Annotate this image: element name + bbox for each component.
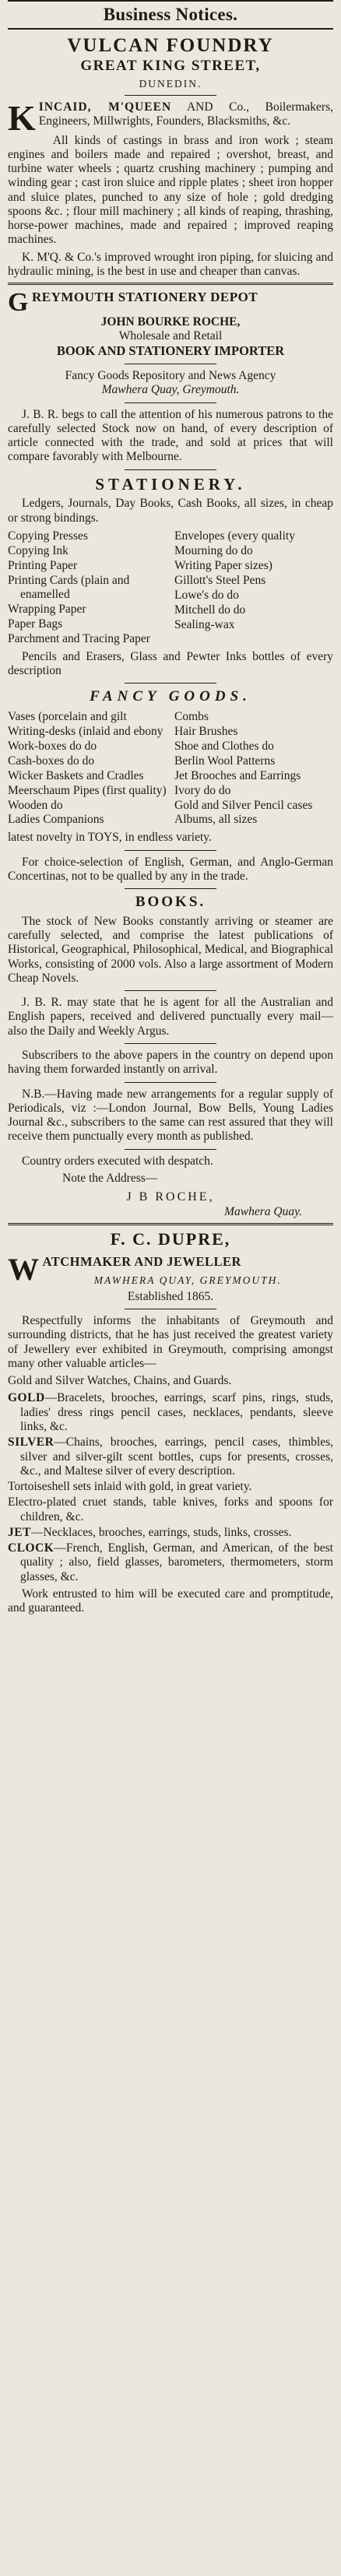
vulcan-foundry-ad — [8, 34, 333, 279]
list-item: Berlin Wool Patterns — [174, 754, 276, 768]
list-item: Combs — [174, 709, 209, 723]
greymouth-rule-8 — [125, 1043, 216, 1044]
list-item — [8, 1541, 333, 1584]
list-item: Mitchell do do — [174, 603, 246, 617]
list-item — [8, 1391, 333, 1434]
list-item: Wrapping Paper — [8, 602, 86, 616]
item-label: Tortoiseshell — [8, 1480, 70, 1494]
list-item: Hair Brushes — [174, 724, 238, 738]
list-item: Printing Paper — [8, 558, 78, 572]
vulcan-pipe: K. M'Q. & Co.'s improved wrought iron piping, for sluicing and hydraulic mining, is the best in use and cheaper than canvas. — [8, 250, 333, 279]
list-item: Mourning do do — [174, 543, 253, 557]
list-item: Wicker Baskets and Cradles — [8, 768, 144, 782]
list-item: Jet Brooches and Earrings — [174, 768, 301, 782]
greymouth-rule-10 — [125, 1149, 216, 1150]
vulcan-name: VULCAN FOUNDRY — [67, 35, 274, 57]
greymouth-owner: JOHN BOURKE ROCHE, — [100, 315, 241, 329]
list-item: Writing Paper sizes) — [174, 558, 272, 572]
greymouth-rule-9 — [125, 1082, 216, 1083]
item-text: —Chains, brooches, earrings, pencil cases, thimbles, silver and silver-gilt scent bottles, cups for presents, crosses, &c., and Maltese silver of every description. — [20, 1436, 333, 1478]
dupre-trade: ATCHMAKER AND JEWELLER — [42, 1254, 241, 1270]
item-label: GOLD — [8, 1391, 45, 1405]
greymouth-rule-7 — [125, 990, 216, 991]
country-orders: Country orders executed with despatch. — [22, 1154, 213, 1168]
stationery-left-col — [8, 529, 167, 647]
divider-2 — [8, 1223, 333, 1225]
list-item — [8, 1526, 333, 1540]
dupre-established: Established 1865. — [127, 1289, 214, 1303]
greymouth-notice: J. B. R. begs to call the attention of his numerous patrons to the carefully selected Stock now on hand, of every description of article connected with the trade, and sold at prices that will compare favorably with Melbourne. — [8, 407, 333, 464]
page-title: Business Notices. — [103, 5, 238, 24]
item-text: —Necklaces, brooches, earrings, studs, links, crosses. — [30, 1525, 292, 1539]
item-text: cruet stands, table knives, forks and spoons for children, &c. — [20, 1495, 333, 1523]
item-text: —Bracelets, brooches, earrings, scarf pins, rings, studs, ladies' dress rings pencil cases, necklaces, pendants, sleeve links, &c. — [20, 1391, 333, 1433]
fancy-right-col — [174, 709, 333, 828]
note-address: Note the Address— — [62, 1171, 158, 1185]
books-heading: BOOKS. — [135, 894, 206, 911]
list-item — [8, 1495, 333, 1524]
fancy-left-col — [8, 709, 167, 828]
item-label: SILVER — [8, 1436, 54, 1450]
vulcan-intro — [8, 97, 333, 138]
greymouth-trade: Wholesale and Retail — [118, 329, 223, 343]
dupre-watches: Gold and Silver Watches, Chains, and Guards. — [8, 1374, 232, 1388]
list-item — [8, 1480, 333, 1494]
fancy-goods-heading: FANCY GOODS. — [90, 688, 251, 705]
dupre-intro: Respectfully informs the inhabitants of Greymouth and surrounding districts, that he has just received the greatest variety of Jewellery ever exhibited in Greymouth, comprising amongst many other valuable articles— — [8, 1313, 333, 1370]
dupre-jeweller-ad — [8, 1229, 333, 1615]
greymouth-heading-line — [8, 288, 333, 318]
list-item: Parchment and Tracing Paper — [8, 631, 150, 645]
list-item: Ivory do do — [174, 783, 231, 797]
vulcan-body: All kinds of castings in brass and iron work ; steam engines and boilers made and repaired ; overshot, breast, and turbine water wheels ; quartz crushing machinery ; pumping and winding gear ; cast iron sluice and ripple plates ; sheet iron hopper and sluice plates, punched to any size of hole ; gold dredging spoons &c. ; flour mill machinery ; all kinds of reaping, thrashing, horse-power machines, made and repaired ; improved reaping machines. — [8, 133, 333, 247]
item-label: JET — [8, 1525, 31, 1539]
books-notice: The stock of New Books constantly arriving or steamer are carefully selected, and comprise the latest publications of Historical, Geographical, Philosophical, Medical, and Biographical Works, consisting of 2000 vols. Also a large assortment of Modern Cheap Novels. — [8, 914, 333, 985]
fancy-toys: latest novelty in TOYS, in endless variety. — [8, 831, 212, 845]
stationery-list — [8, 529, 333, 647]
agent-notice: J. B. R. may state that he is agent for all the Australian and English papers, received and delivered punctually every mail—also the Daily and Weekly Argus. — [8, 996, 333, 1038]
list-item: Gold and Silver Pencil cases — [174, 798, 313, 812]
list-item: Vases (porcelain and gilt — [8, 709, 127, 723]
dupre-closing: Work entrusted to him will be executed care and promptitude, and guaranteed. — [8, 1587, 333, 1615]
list-item: Envelopes (every quality — [174, 529, 295, 543]
list-item: Ladies Companions — [8, 813, 104, 827]
greymouth-stationery-ad — [8, 290, 333, 1219]
list-item — [8, 1436, 333, 1478]
list-item: Wooden do — [8, 798, 63, 812]
list-item: Sealing-wax — [174, 617, 235, 631]
stationery-right-col — [174, 529, 333, 647]
signature: J B ROCHE, — [126, 1190, 215, 1204]
list-item: Cash-boxes do do — [8, 754, 95, 768]
list-item: Work-boxes do do — [8, 739, 97, 753]
fancy-goods-list — [8, 709, 333, 828]
stationery-ledgers: Ledgers, Journals, Day Books, Cash Books, all sizes, in cheap or strong bindings. — [8, 497, 333, 525]
greymouth-rule-3 — [125, 469, 216, 470]
greymouth-repository: Fancy Goods Repository and News Agency — [65, 368, 276, 382]
divider-1 — [8, 283, 333, 285]
list-item: Writing-desks (inlaid and ebony — [8, 724, 163, 738]
list-item: Copying Presses — [8, 529, 88, 543]
list-item: Meerschaum Pipes (first quality) — [8, 783, 167, 797]
greymouth-rule-2 — [125, 402, 216, 403]
vulcan-street: GREAT KING STREET, — [80, 57, 261, 74]
dupre-name: F. C. DUPRE, — [110, 1229, 231, 1249]
list-item: Lowe's do do — [174, 588, 239, 602]
greymouth-address: Mawhera Quay, Greymouth. — [101, 383, 240, 397]
greymouth-rule-4 — [125, 683, 216, 684]
greymouth-dropcap: G — [8, 288, 29, 318]
greymouth-importer: BOOK AND STATIONERY IMPORTER — [56, 343, 285, 359]
vulcan-city: DUNEDIN. — [139, 78, 202, 90]
header-rule — [8, 28, 333, 30]
vulcan-rule — [125, 95, 216, 96]
dupre-dropcap: W — [8, 1252, 40, 1288]
subscribers-notice: Subscribers to the above papers in the country on depend upon having them forwarded instantly on arrival. — [8, 1048, 333, 1077]
stationery-pencils: Pencils and Erasers, Glass and Pewter Inks bottles of every description — [8, 649, 333, 677]
dupre-address: MAWHERA QUAY, GREYMOUTH. — [93, 1274, 282, 1286]
item-text: —French, English, German, and American, of the best quality ; also, field glasses, barometers, thermometers, storm glasses, &c. — [20, 1541, 333, 1583]
item-label: Electro-plated — [8, 1495, 76, 1509]
vulcan-intro-text: AND Co., Boilermakers, Engineers, Millwrights, Founders, Blacksmiths, &c. — [38, 100, 333, 128]
list-item: Gillott's Steel Pens — [174, 573, 266, 587]
greymouth-rule-5 — [125, 850, 216, 851]
concertinas-notice: For choice-selection of English, German, and Anglo-German Concertinas, not to be qualled by any in the trade. — [8, 855, 333, 883]
greymouth-rule-6 — [125, 888, 216, 889]
nb-notice: N.B.—Having made new arrangements for a regular supply of Periodicals, viz :—London Journal, Bow Bells, Young Ladies Journal &c., subscribers to the same can rest assured that they will receive them punctually every month as published. — [8, 1087, 333, 1144]
list-item: Copying Ink — [8, 543, 69, 557]
list-item: Shoe and Clothes do — [174, 739, 274, 753]
item-text: sets inlaid with gold, in great variety. — [69, 1480, 252, 1494]
vulcan-firm: INCAID, M'QUEEN — [38, 100, 172, 114]
signature-place: Mawhera Quay. — [224, 1205, 302, 1219]
item-label: CLOCK — [8, 1541, 54, 1555]
greymouth-heading: REYMOUTH STATIONERY DEPOT — [31, 290, 258, 305]
list-item: Printing Cards (plain and enamelled — [8, 573, 130, 601]
list-item: Paper Bags — [8, 617, 63, 631]
vulcan-dropcap: K — [8, 97, 36, 138]
stationery-heading: STATIONERY. — [95, 474, 246, 494]
list-item: Albums, all sizes — [174, 813, 258, 827]
